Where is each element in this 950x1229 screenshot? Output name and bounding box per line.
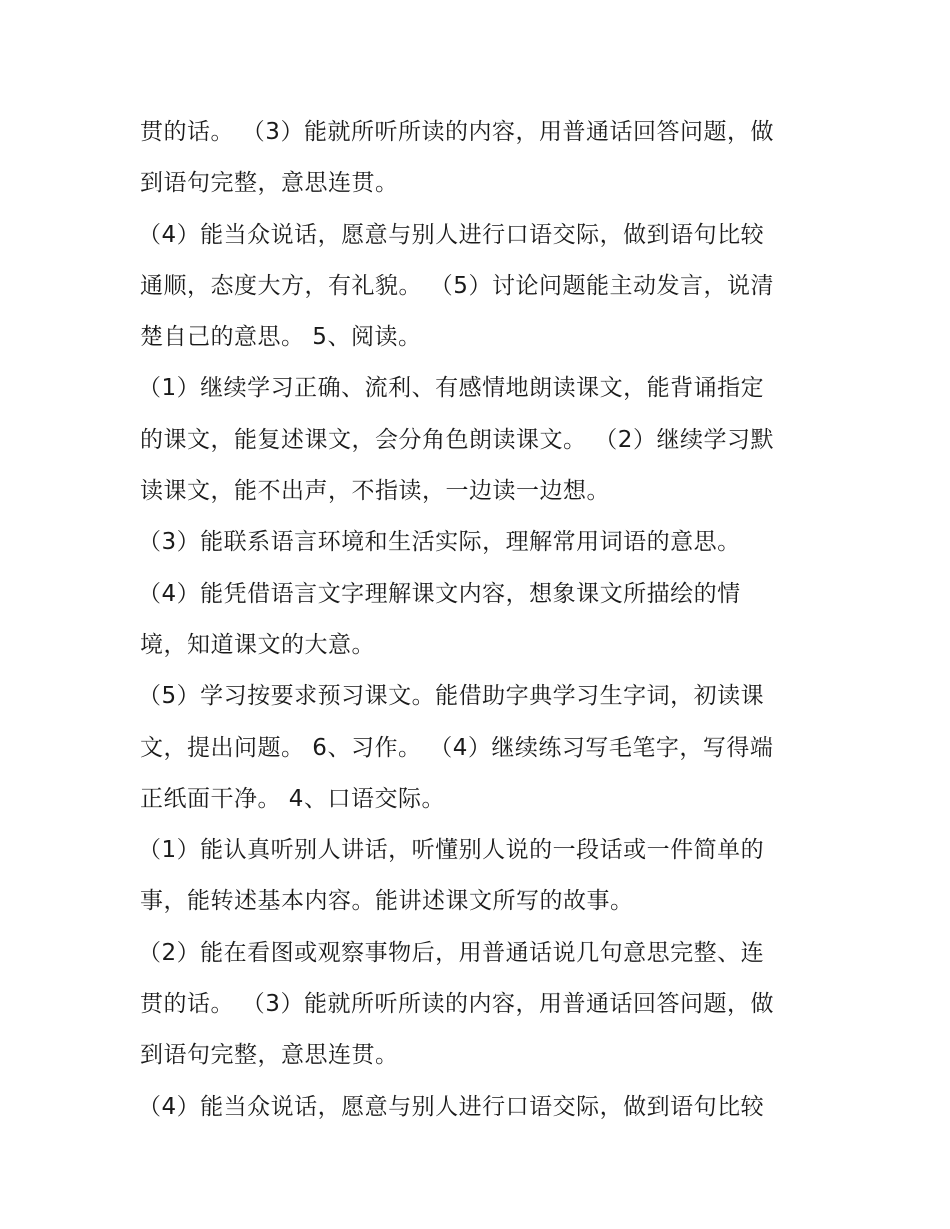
text-line: 读课文，能不出声，不指读，一边读一边想。: [140, 478, 610, 505]
text-line: （5）学习按要求预习课文。能借助字典学习生字词，初读课: [138, 683, 765, 710]
text-line: （4）能当众说话，愿意与别人进行口语交际，做到语句比较: [138, 1093, 765, 1120]
text-line: 到语句完整，意思连贯。: [140, 1042, 399, 1069]
text-line: 境，知道课文的大意。: [140, 631, 375, 658]
text-line: 文，提出问题。 6、习作。 （4）继续练习写毛笔字，写得端: [140, 734, 774, 761]
text-line: 贯的话。 （3）能就所听所读的内容，用普通话回答问题，做: [140, 991, 774, 1018]
text-line: （1）能认真听别人讲话，听懂别人说的一段话或一件简单的: [138, 837, 765, 864]
text-line: 的课文，能复述课文，会分角色朗读课文。 （2）继续学习默: [140, 426, 774, 453]
text-line: （3）能联系语言环境和生活实际，理解常用词语的意思。: [138, 529, 741, 556]
text-line: 事，能转述基本内容。能讲述课文所写的故事。: [140, 888, 634, 915]
text-line: 正纸面干净。 4、口语交际。: [140, 785, 445, 812]
text-line: 通顺，态度大方，有礼貌。 （5）讨论问题能主动发言，说清: [140, 272, 774, 299]
body-text: [140, 107, 820, 1133]
text-line: （4）能凭借语言文字理解课文内容，想象课文所描绘的情: [138, 580, 741, 607]
text-line: 贯的话。 （3）能就所听所读的内容，用普通话回答问题，做: [140, 119, 774, 145]
text-line: （2）能在看图或观察事物后，用普通话说几句意思完整、连: [138, 939, 765, 966]
text-line: （4）能当众说话，愿意与别人进行口语交际，做到语句比较: [138, 221, 765, 248]
text-line: 到语句完整，意思连贯。: [140, 170, 399, 197]
text-line: 楚自己的意思。 5、阅读。: [140, 324, 422, 351]
text-line: （1）继续学习正确、流利、有感情地朗读课文，能背诵指定: [138, 375, 765, 402]
